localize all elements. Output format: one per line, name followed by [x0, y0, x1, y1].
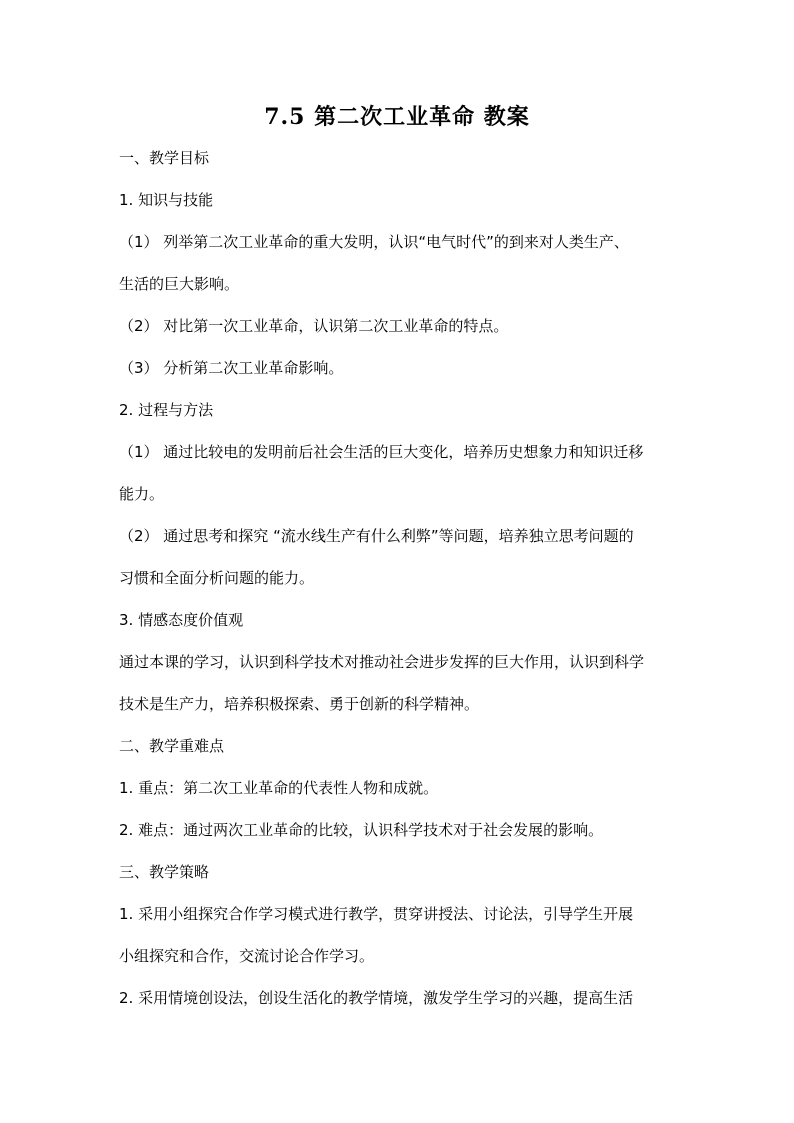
paragraph-line: 1. 采用小组探究合作学习模式进行教学，贯穿讲授法、讨论法，引导学生开展 [119, 905, 634, 923]
paragraph-line: 能力。 [119, 485, 165, 503]
subheading-knowledge-skills: 1. 知识与技能 [119, 191, 214, 209]
subheading-attitudes-values: 3. 情感态度价值观 [119, 611, 244, 629]
paragraph-line: 2. 采用情境创设法，创设生活化的教学情境，激发学生学习的兴趣，提高生活 [119, 989, 634, 1007]
paragraph-line: 生活的巨大影响。 [119, 275, 240, 293]
paragraph-line: （3） 分析第二次工业革命影响。 [119, 359, 344, 377]
subheading-process-methods: 2. 过程与方法 [119, 401, 214, 419]
paragraph-line: 技术是生产力，培养积极探索、勇于创新的科学精神。 [119, 695, 480, 713]
section-heading-objectives: 一、教学目标 [119, 149, 210, 167]
paragraph-line: 通过本课的学习，认识到科学技术对推动社会进步发挥的巨大作用，认识到科学 [119, 653, 645, 671]
paragraph-line: 小组探究和合作，交流讨论合作学习。 [119, 947, 375, 965]
paragraph-line: （2） 对比第一次工业革命，认识第二次工业革命的特点。 [119, 317, 509, 335]
paragraph-line: 1. 重点：第二次工业革命的代表性人物和成就。 [119, 779, 439, 797]
document-title: 7.5 第二次工业革命 教案 [264, 104, 530, 130]
section-heading-strategies: 三、教学策略 [119, 863, 210, 881]
paragraph-line: （1） 通过比较电的发明前后社会生活的巨大变化，培养历史想象力和知识迁移 [119, 443, 644, 461]
paragraph-line: （2） 通过思考和探究 “流水线生产有什么利弊”等问题，培养独立思考问题的 [119, 527, 634, 545]
paragraph-line: 2. 难点：通过两次工业革命的比较，认识科学技术对于社会发展的影响。 [119, 821, 604, 839]
paragraph-line: 习惯和全面分析问题的能力。 [119, 569, 315, 587]
section-heading-key-points: 二、教学重难点 [119, 737, 225, 755]
paragraph-line: （1） 列举第二次工业革命的重大发明，认识“电气时代”的到来对人类生产、 [119, 233, 629, 251]
